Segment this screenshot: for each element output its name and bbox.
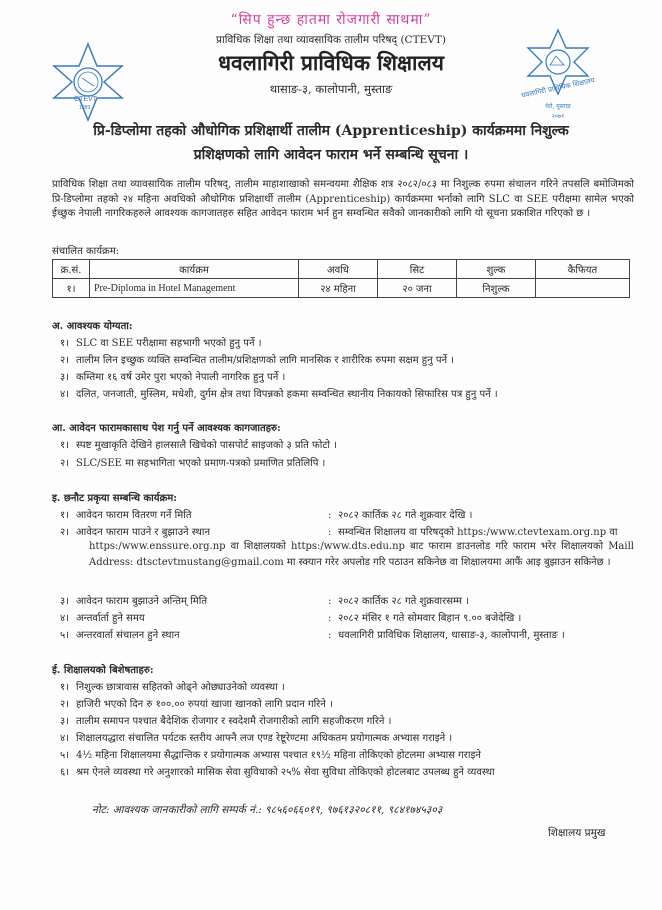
list-item [60,696,640,710]
schedule-value: सम्वन्धित शिक्षालय वा परिषद्को https:/www.ctevtexam.org.np वा [338,527,618,538]
school-name: धवलागिरी प्राविधिक शिक्षालय [218,50,444,75]
item-text: तालीम लिन इच्छुक व्यक्ति सम्वन्धित तालीम/प्रशिक्षणको लागि मानसिक र शारीरिक रुपमा सक्षम हुनु पर्ने । [76,355,455,366]
item-number: ५। [60,750,69,761]
school-address: थासाङ-३, कालोपानी, मुस्ताङ [269,82,393,96]
schedule-label: आवेदन फाराम बुझाउने अन्तिम् मिति [76,596,208,607]
item-number: ४। [60,389,69,400]
list-item [60,335,640,349]
schedule-row [60,593,640,607]
item-text: शिक्षालयद्धारा संचालित पर्यटक स्तरीय आफ्नै लज एण्ड रेष्टूरेण्टमा अधिकतम प्रयोगात्मक अभ्यास गराइने । [76,733,453,744]
item-number: ६। [60,767,69,778]
contact-note: नोट: आवश्यक जानकारीको लागि सम्पर्क नं.: ९८५६०६६०१९, ९७६१३२०८११, ९८४१७४५३०३ [92,804,443,816]
col-remarks: कैफियत [536,260,630,279]
schedule-row [60,507,640,521]
col-program: कार्यक्रम [90,260,299,279]
schedule-label: आवेदन फाराम पाउने र बुझाउने स्थान [76,527,210,538]
item-number: १। [60,510,69,521]
notice-title-line1: प्रि-डिप्लोमा तहको औधोगिक प्रशिक्षार्थी तालीम (Apprenticeship) कार्यक्रममा निशुल्क [93,123,569,139]
item-number: २। [60,458,69,469]
programs-table [52,259,630,298]
list-item [60,437,640,451]
list-item [60,352,640,366]
schedule-row [60,610,640,624]
item-number: ४। [60,613,69,624]
item-text: SLC/SEE मा सहभागिता भएको प्रमाण-पत्रको प्रमाणित प्रतिलिपि । [76,458,326,469]
item-text: कम्तिमा १६ वर्ष उमेर पुरा भएको नेपाली नागरिक हुनु पर्ने । [76,372,286,383]
schedule-value: २०८२ मंसिर १ गते सोमवार बिहान ९.०० बजेदेखि । [338,613,522,624]
cell-fee: निशुल्क [457,279,536,298]
item-text: 4½ महिना शिक्षालयमा सैद्धान्तिक र प्रयोगात्मक अभ्यास पश्चात १९½ महिना तोकिएको होटलमा अभ्यास गराइने [76,750,481,761]
colon: : [328,630,332,641]
list-item [60,455,640,469]
item-number: ३। [60,596,69,607]
schedule-value: धवलागिरी प्राविधिक शिक्षालय, थासाङ-३, कालोपानी, मुस्ताङ । [338,630,565,641]
item-text: निशुल्क छात्रावास सहितको ओढ्ने ओछ्याउनेको व्यवस्था । [76,682,285,693]
col-seats: सिट [378,260,457,279]
item-number: २। [60,355,69,366]
schedule-value: २०८२ कार्तिक २८ गते शुक्रवार देखि । [338,510,473,521]
section-documents-heading: आ. आवेदन फारामकासाथ पेश गर्नु पर्ने आवश्यक कागजातहरु: [52,423,281,434]
item-text: हाजिरी भएको दिन रु १००.०० रुपयां खाजा खानको लागि प्रदान गरिने । [76,699,333,710]
signatory-title: शिक्षालय प्रमुख [548,827,606,839]
schedule-row [60,627,640,641]
seal-place: थेते, मुस्ताङ [545,103,571,110]
item-text: स्पष्ट मुखाकृति देखिने हालसालै खिचेको पासपोर्ट साइजको ३ प्रति फोटो । [76,440,337,451]
list-item [60,713,640,727]
list-item [60,764,640,778]
col-sn: क्र.सं. [53,260,90,279]
col-duration: अवधि [299,260,378,279]
cell-program: Pre-Diploma in Hotel Management [90,279,299,298]
item-text: श्रम ऐनले व्यवस्था गरे अनुशारको मासिक सेवा सुविधाको २५% सेवा सुविधा तोकिएको होटलबाट उपलब्ध हुने व्यवस्था [76,767,495,778]
logo-year: 1989 [79,105,91,111]
list-item [60,679,640,693]
slogan: “सिप हुन्छ हातमा रोजगारी साथमा” [230,12,432,28]
seal-text: धवलागिरी प्राविधिक शिक्षालय [520,76,596,100]
council-name: प्राविधिक शिक्षा तथा व्यावसायिक तालीम परिषद् (CTEVT) [216,34,446,46]
colon: : [328,510,332,521]
table-row [53,279,630,298]
section-features-heading: ई. शिक्षालयको बिशेषताहरु: [52,665,154,676]
section-qualifications-heading: अ. आवश्यक योग्यता: [52,321,133,332]
colon: : [328,613,332,624]
colon: : [328,527,332,538]
list-item [60,386,640,400]
item-number: १। [60,440,69,451]
item-number: २। [60,527,69,538]
item-number: २। [60,699,69,710]
schedule-label: अन्तर्वार्ता हुने समय [76,613,145,624]
item-number: १। [60,682,69,693]
cell-remarks [536,279,630,298]
item-number: ३। [60,716,69,727]
cell-seats: २० जना [378,279,457,298]
col-fee: शुल्क [457,260,536,279]
intro-paragraph: प्राविधिक शिक्षा तथा व्यावसायिक तालीम परिषद्, तालीम माहाशाखाको समन्वयमा शैक्षिक शत्र २०८२/०८३ मा निशुल्क रुपमा संचालन गरिने तपसलि बमोजिमको प्रि-डिप्लोमा तहको २४ महिना अवधिको औधोगिक प्रशिक्षार्थी तालीम (Apprenticeship) कार्यक्रममा भर्नाको लागि SLC वा SEE परीक्षमा सामेल भएको ईच्छुक नेपाली नागरिकहरुले आवश्यक कागजातहरु सहित आवेदन फाराम भर्न हुन सम्वन्धित सवैको जानकारीको लागि यो सूचना प्रकाशित गरिएको छ । [52,179,634,220]
list-item [60,730,640,744]
seal-year: २०७१ [551,113,565,120]
logo-text: CTEVT [74,96,97,103]
list-item [60,369,640,383]
programs-label: संचालित कार्यक्रम: [52,246,120,257]
section-selection-heading: इ. छनौट प्रकृया सम्बन्धि कार्यक्रम: [52,493,177,504]
item-text: तालीम समापन पश्चात बैदेशिक रोजगार र स्वदेशमै रोजगारीको लागि सहजीकरण गरिने । [76,716,392,727]
item-number: १। [60,338,69,349]
schedule-row [60,524,640,538]
item-text: दलित, जनजाती, मुस्लिम, मधेशी, दुर्गम क्षेत्र तथा विपन्नको हकमा सम्वन्धित स्थानीय निकायको सिफारिस पत्र हुनु पर्ने । [76,389,498,400]
schedule-continuation: https:/www.enssure.org.np वा शिक्षालयको https:/www.dts.edu.np बाट फाराम डाउनलोड गरि फाराम भरेर शिक्षालयको Maill Address: dtsctevtmustang@gmail.com मा स्क्यान गरेर अपलोड गरि पठाउन सकिनेछ वा शिक्षालयमा आफैं आइ बुझाउन सकिनेछ । [89,541,634,568]
colon: : [328,596,332,607]
cell-sn: १। [53,279,90,298]
item-number: ४। [60,733,69,744]
schedule-label: अन्तरवार्ता संचालन हुने स्थान [76,630,180,641]
cell-duration: २४ महिना [299,279,378,298]
schedule-label: आवेदन फाराम वितरण गर्ने मिति [76,510,192,521]
notice-title-line2: प्रशिक्षणको लागि आवेदन फाराम भर्ने सम्बन्धि सूचना । [193,147,469,163]
table-header-row [53,260,630,279]
item-text: SLC वा SEE परीक्षामा सहभागी भएको हुनु पर्ने । [76,338,262,349]
schedule-value: २०८२ कार्तिक २८ गते शुक्रवारसम्म । [338,596,469,607]
list-item [60,747,640,761]
item-number: ३। [60,372,69,383]
item-number: ५। [60,630,69,641]
school-seal [508,28,608,126]
